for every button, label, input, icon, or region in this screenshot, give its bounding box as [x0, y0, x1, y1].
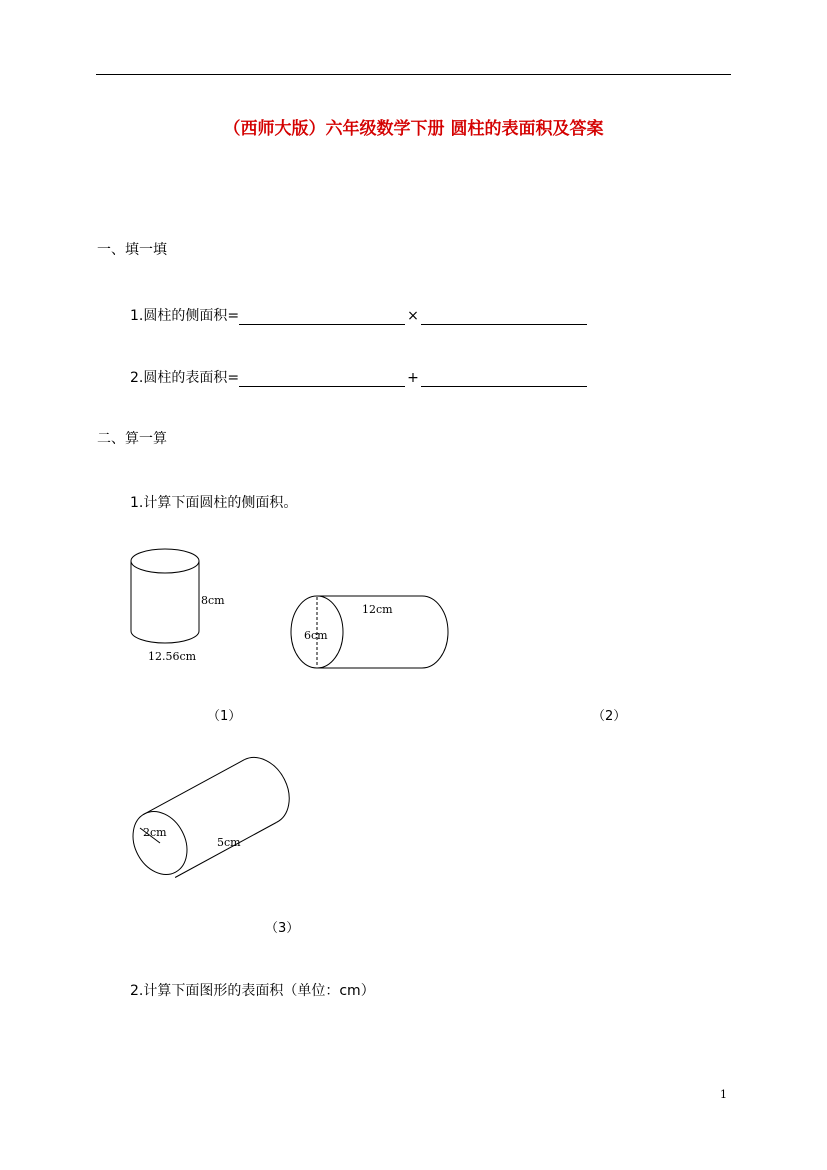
figure-1-base-label: 12.56cm — [148, 650, 197, 663]
section-1-heading: 一、填一填 — [97, 242, 167, 258]
page-title: （西师大版）六年级数学下册 圆柱的表面积及答案 — [223, 119, 604, 139]
figure-2-diameter-label: 6cm — [304, 629, 328, 642]
figure-2-caption: （2） — [592, 709, 627, 724]
figure-2-length-label: 12cm — [362, 603, 393, 616]
figure-3-radius-label: 2cm — [143, 826, 167, 839]
figure-3-length-label: 5cm — [217, 836, 241, 849]
page-number: 1 — [720, 1088, 727, 1101]
question-2-2: 2.计算下面图形的表面积（单位：cm） — [130, 983, 375, 999]
question-1-2-text: 2.圆柱的表面积= — [130, 370, 240, 386]
figure-1-height-label: 8cm — [201, 594, 225, 607]
question-1-1-text: 1.圆柱的侧面积= — [130, 308, 240, 324]
figure-3-caption: （3） — [265, 921, 300, 936]
plus-sign: + — [407, 370, 419, 386]
figure-1-caption: （1） — [207, 709, 242, 724]
question-2-1: 1.计算下面圆柱的侧面积。 — [130, 495, 298, 511]
section-2-heading: 二、算一算 — [97, 431, 167, 447]
multiply-sign: × — [407, 308, 419, 324]
